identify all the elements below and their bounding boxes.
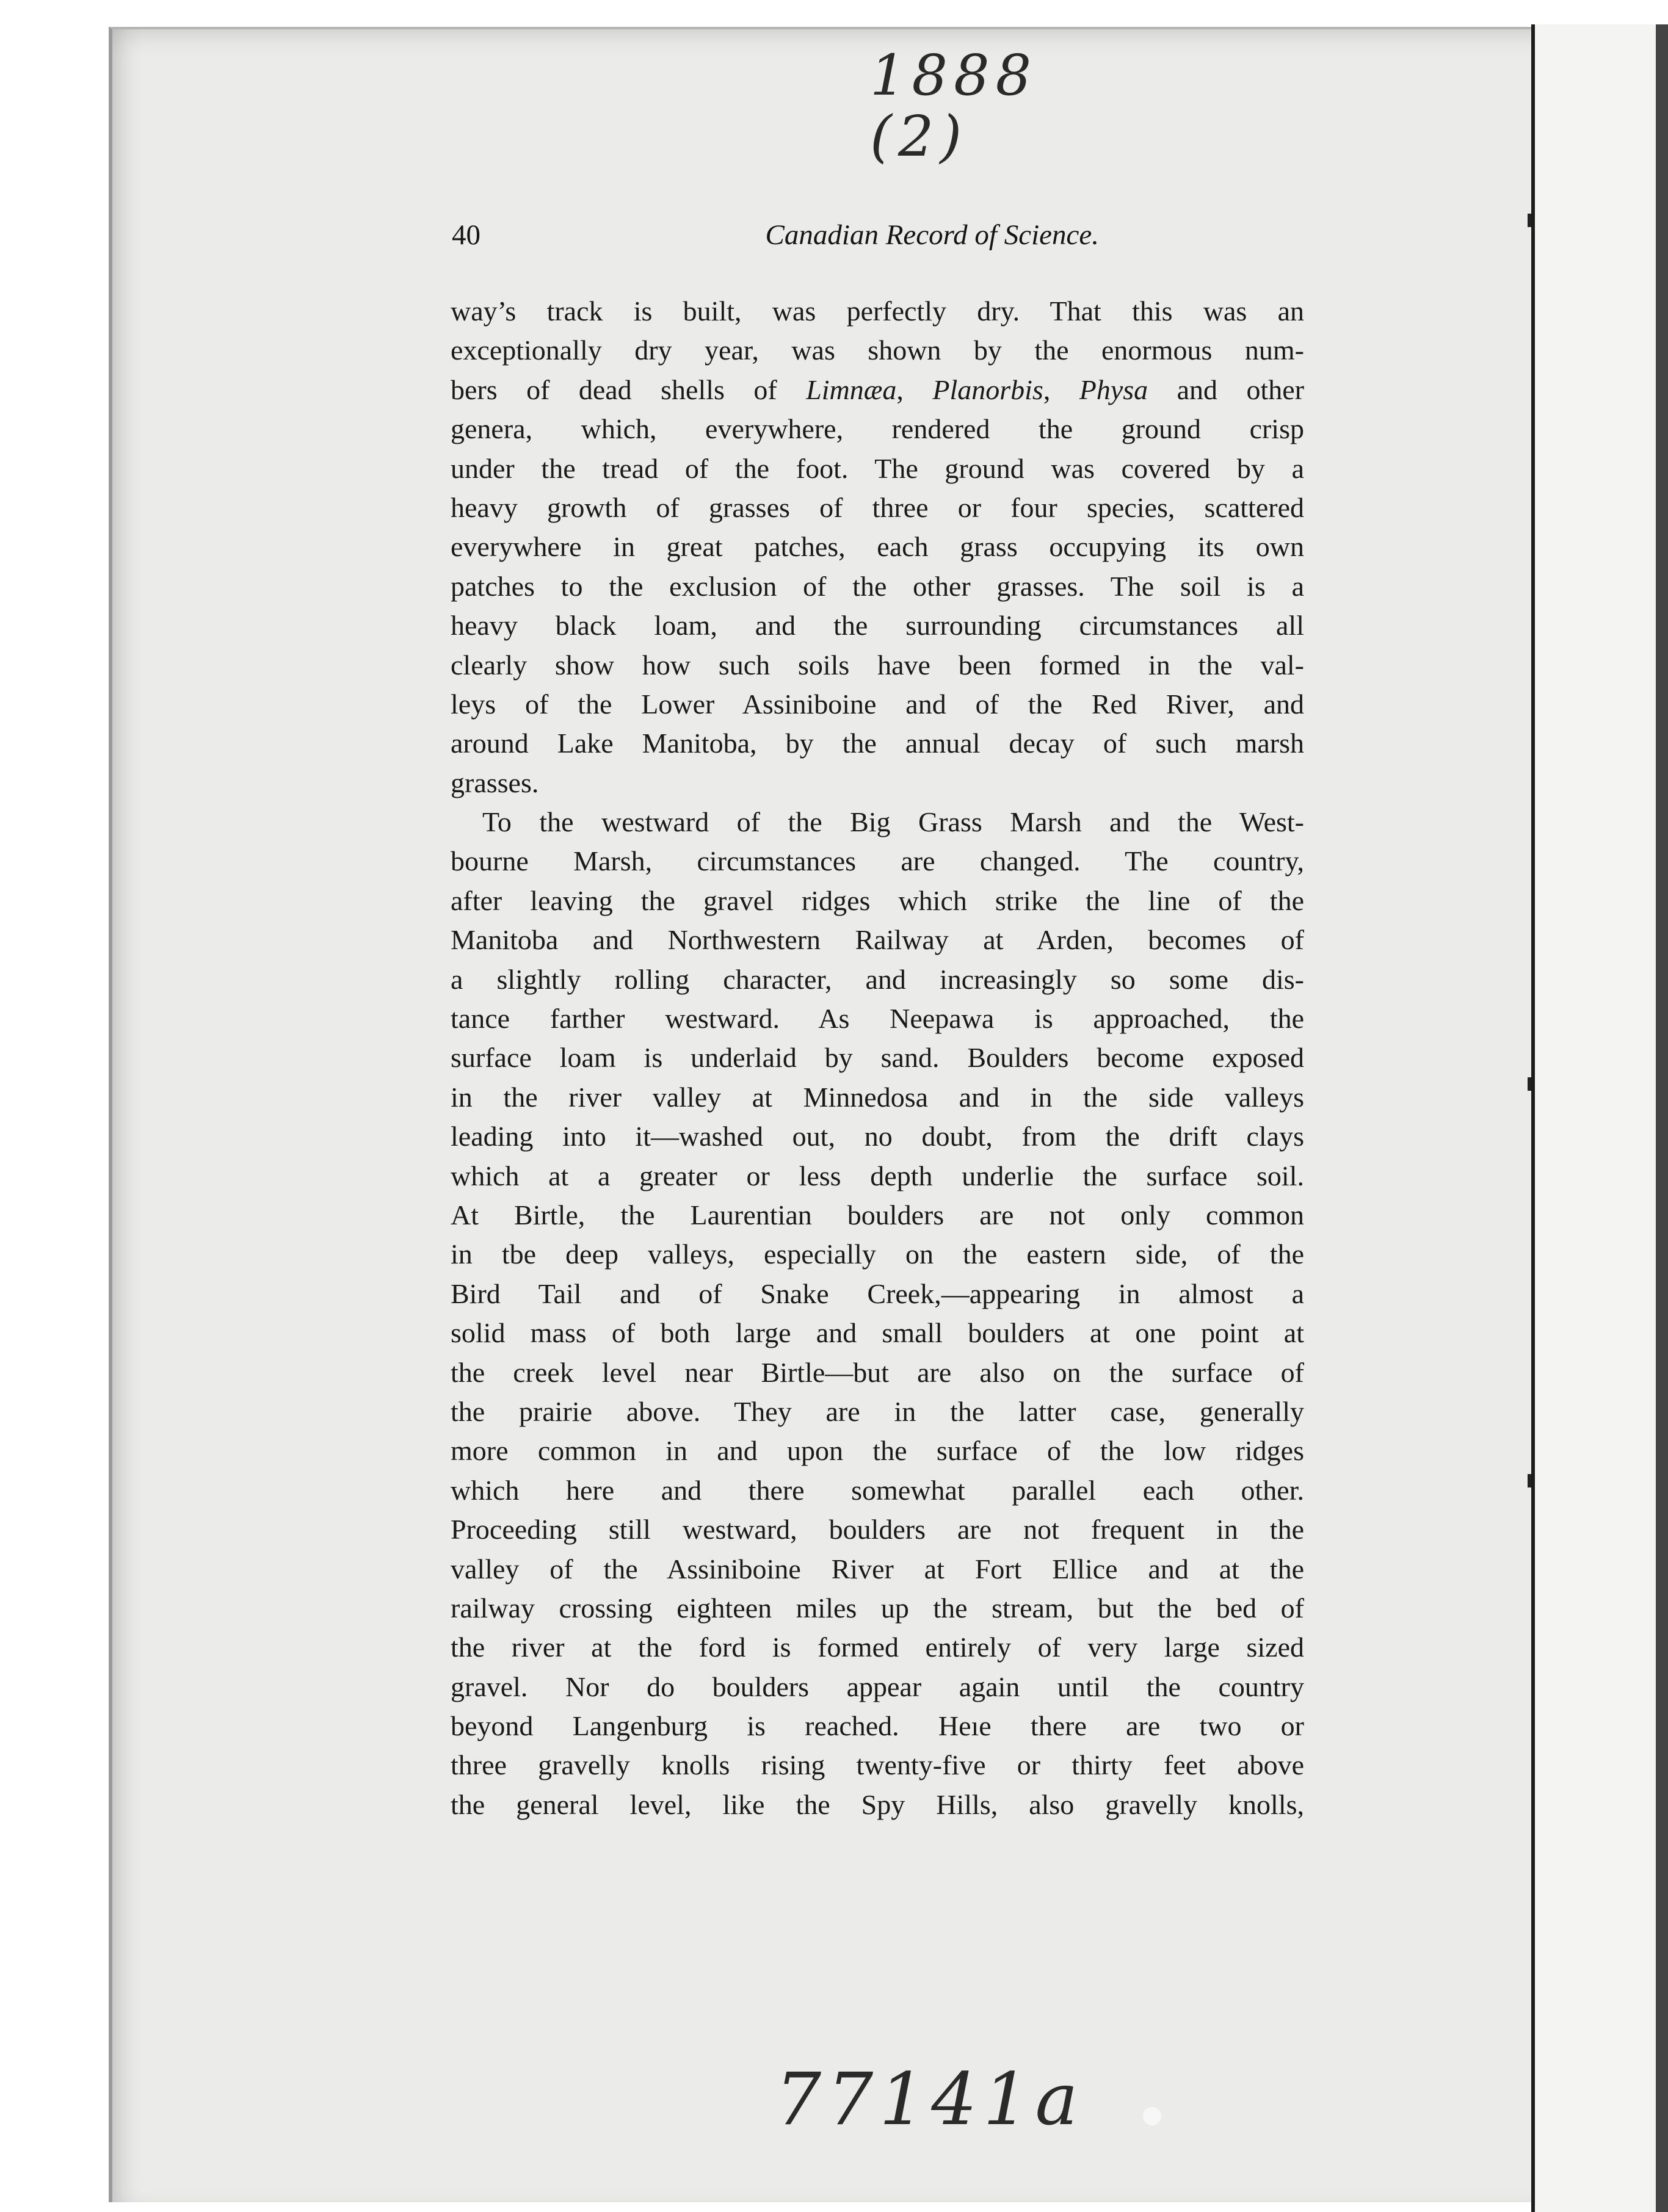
text-line: railway crossing eighteen miles up the stream, but the bed of xyxy=(451,1592,1304,1624)
text-line: three gravelly knolls rising twenty-five or thirty feet above xyxy=(451,1749,1304,1781)
text-line: Bird Tail and of Snake Creek,—appearing in almost a xyxy=(451,1278,1304,1309)
text-line: around Lake Manitoba, by the annual decay of such marsh xyxy=(451,728,1304,759)
paper-blemish xyxy=(1143,2107,1161,2125)
paragraph-1 xyxy=(451,292,1304,803)
text-line: gravel. Nor do boulders appear again until the country xyxy=(451,1671,1304,1702)
text-line: patches to the exclusion of the other grasses. The soil is a xyxy=(451,570,1304,602)
text-line: leading into it—washed out, no doubt, from the drift clays xyxy=(451,1121,1304,1152)
paragraph-2 xyxy=(451,803,1304,1824)
text-line: grasses. xyxy=(451,767,539,798)
text-line: the creek level near Birtle—but are also on the surface of xyxy=(451,1356,1304,1388)
page-number: 40 xyxy=(452,219,480,251)
text-line: in the river valley at Minnedosa and in the side valleys xyxy=(451,1081,1304,1113)
text-line: more common in and upon the surface of the low ridges xyxy=(451,1435,1304,1467)
genus-name: Physa xyxy=(1079,374,1148,405)
text-line: leys of the Lower Assiniboine and of the Red River, and xyxy=(451,688,1304,720)
text-line: way’s track is built, was perfectly dry. That this was an xyxy=(451,295,1304,327)
text-line: in tbe deep valleys, especially on the eastern side, of the xyxy=(451,1238,1304,1270)
running-head xyxy=(452,219,1099,261)
text-line: under the tread of the foot. The ground was covered by a xyxy=(451,452,1304,484)
journal-title: Canadian Record of Science. xyxy=(765,219,1099,251)
text-line: everywhere in great patches, each grass occupying its own xyxy=(451,531,1304,563)
text-line: exceptionally dry year, was shown by the enormous num- xyxy=(451,334,1304,366)
text-line: To the westward of the Big Grass Marsh and the West- xyxy=(482,806,1304,838)
text-line: the prairie above. They are in the latter case, generally xyxy=(451,1395,1304,1427)
adjacent-page-edge xyxy=(1535,24,1668,2212)
handwritten-part-number: (2) xyxy=(870,104,968,169)
text-line: the general level, like the Spy Hills, also gravelly knolls, xyxy=(451,1788,1304,1820)
body-text xyxy=(451,292,1304,1824)
adjacent-page-border xyxy=(1656,24,1668,2212)
handwritten-accession-number: 77141a xyxy=(775,2057,1084,2141)
margin-mark xyxy=(1528,214,1531,227)
text-line: surface loam is underlaid by sand. Boulders become exposed xyxy=(451,1042,1304,1074)
text-line: valley of the Assiniboine River at Fort Ellice and at the xyxy=(451,1553,1304,1585)
text-line: Proceeding still westward, boulders are not frequent in the xyxy=(451,1514,1304,1545)
handwritten-year: 1888 xyxy=(870,43,1038,108)
text-line: clearly show how such soils have been formed in the val- xyxy=(451,649,1304,681)
genus-name: Limnæa xyxy=(806,374,897,405)
text-line: At Birtle, the Laurentian boulders are not only common xyxy=(451,1199,1304,1231)
genus-name: Planorbis xyxy=(932,374,1043,405)
text-line: solid mass of both large and small boulders at one point at xyxy=(451,1317,1304,1349)
margin-mark xyxy=(1528,1077,1531,1091)
text-line: genera, which, everywhere, rendered the ground crisp xyxy=(451,413,1304,445)
text-line: beyond Langenburg is reached. Heıe there are two or xyxy=(451,1710,1304,1742)
text-line: heavy growth of grasses of three or four species, scattered xyxy=(451,491,1304,523)
text-line: tance farther westward. As Neepawa is approached, the xyxy=(451,1003,1304,1035)
text-line: heavy black loam, and the surrounding circumstances all xyxy=(451,610,1304,642)
text-line: which at a greater or less depth underlie the surface soil. xyxy=(451,1160,1304,1191)
text-line: bers of dead shells of Limnæa, Planorbis, Physa and other xyxy=(451,374,1305,405)
text-line: Manitoba and Northwestern Railway at Arden, becomes of xyxy=(451,924,1304,956)
margin-mark xyxy=(1528,1474,1531,1487)
text-line: which here and there somewhat parallel each other. xyxy=(451,1474,1304,1506)
text-line: bourne Marsh, circumstances are changed. The country, xyxy=(451,845,1304,877)
text-line: after leaving the gravel ridges which strike the line of the xyxy=(451,884,1304,916)
text-line: a slightly rolling character, and increasingly so some dis- xyxy=(451,963,1304,995)
text-line: the river at the ford is formed entirely of very large sized xyxy=(451,1632,1304,1663)
